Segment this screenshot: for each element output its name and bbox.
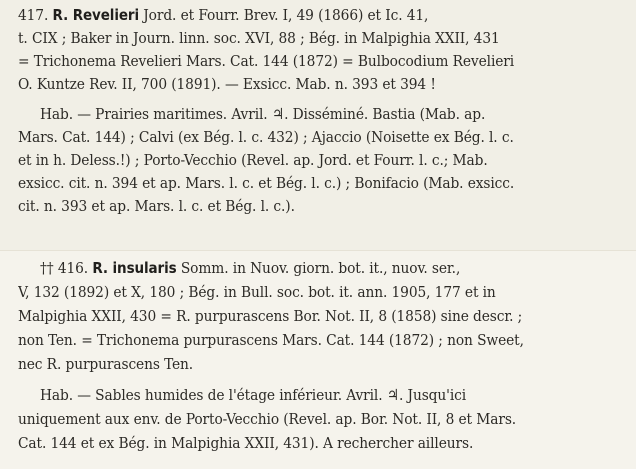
entry-416-line-3: Malpighia XXII, 430 = R. purpurascens Bor. Not. II, 8 (1858) sine descr. ; <box>18 307 523 325</box>
entry-416-line-2: V, 132 (1892) et X, 180 ; Bég. in Bull. soc. bot. it. ann. 1905, 177 et in <box>18 283 496 301</box>
entry-416-line-5: nec R. purpurascens Ten. <box>18 355 194 373</box>
entry-number: 417. <box>18 6 49 24</box>
habitat-line-3: et in h. Deless.!) ; Porto-Vecchio (Revel. ap. Jord. et Fourr. l. c.; Mab. <box>18 151 488 169</box>
habitat-line-2: Mars. Cat. 144) ; Calvi (ex Bég. l. c. 432) ; Ajaccio (Noisette ex Bég. l. c. <box>18 128 514 146</box>
entry-417-line-2: t. CIX ; Baker in Journ. linn. soc. XVI, 88 ; Bég. in Malpighia XXII, 431 <box>18 29 500 47</box>
habitat-line-2: uniquement aux env. de Porto-Vecchio (Revel. ap. Bor. Not. II, 8 et Mars. <box>18 410 517 428</box>
citation-text: Somm. in Nuov. giorn. bot. it., nuov. ser., <box>176 259 461 277</box>
species-name: R. Revelieri <box>52 6 139 24</box>
citation-text: Jord. et Fourr. Brev. I, 49 (1866) et Ic. 41, <box>139 6 429 24</box>
entry-416-line-4: non Ten. = Trichonema purpurascens Mars. Cat. 144 (1872) ; non Sweet, <box>18 331 524 349</box>
habitat-line-5: cit. n. 393 et ap. Mars. l. c. et Bég. l. c.). <box>18 197 295 215</box>
entry-417-line-1 <box>18 4 622 26</box>
entry-number: †† 416. <box>40 259 89 277</box>
habitat-line-1: Hab. — Sables humides de l'étage inférieur. Avril. ♃. Jusqu'ici <box>40 386 467 404</box>
entry-416 <box>0 250 636 469</box>
entry-417-line-4: O. Kuntze Rev. II, 700 (1891). — Exsicc. Mab. n. 393 et 394 ! <box>18 75 436 93</box>
entry-417-line-3: = Trichonema Revelieri Mars. Cat. 144 (1872) = Bulbocodium Revelieri <box>18 52 515 70</box>
species-name: R. insularis <box>92 259 177 277</box>
entry-416-line-1 <box>40 257 622 279</box>
habitat-line-4: exsicc. cit. n. 394 et ap. Mars. l. c. et Bég. l. c.) ; Bonifacio (Mab. exsicc. <box>18 174 515 192</box>
habitat-line-3: Cat. 144 et ex Bég. in Malpighia XXII, 431). A rechercher ailleurs. <box>18 434 474 452</box>
habitat-line-1: Hab. — Prairies maritimes. Avril. ♃. Disséminé. Bastia (Mab. ap. <box>40 105 486 123</box>
